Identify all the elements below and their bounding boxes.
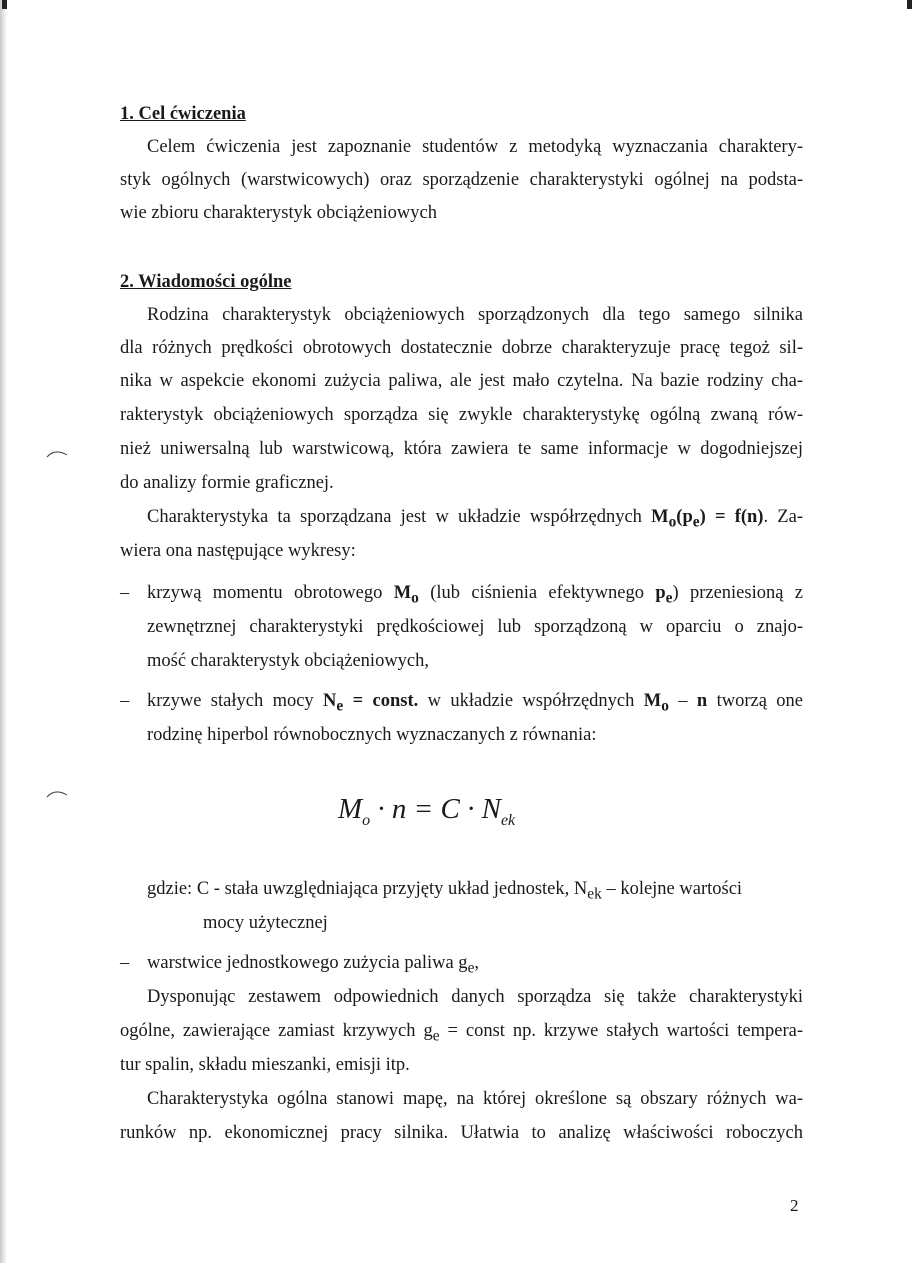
paragraph-line: tur spalin, składu mieszanki, emisji itp.: [120, 1055, 410, 1075]
list-bullet-dash: –: [120, 583, 130, 603]
equation-legend-line: gdzie: C - stała uwzględniająca przyjęty układ jednostek, $N_{ek}$ – kolejne wartości: [147, 879, 743, 903]
list-item-line: rodzinę hiperbol równobocznych wyznaczanych z równania:: [147, 725, 597, 745]
scan-corner-mark-left: [2, 0, 7, 9]
margin-mark-arc: [46, 788, 68, 798]
list-item-line: zewnętrznej charakterystyki prędkościowej lub sporządzoną w oparciu o znajo-: [147, 617, 803, 637]
paragraph-line: ogólne, zawierające zamiast krzywych $g_e$ = const np. krzywe stałych wartości tempera-: [120, 1021, 803, 1045]
scan-edge-shadow: [0, 0, 7, 1263]
scan-corner-mark-right: [907, 0, 912, 9]
paragraph-line: nika w aspekcie ekonomi zużycia paliwa, ale jest mało czytelna. Na bazie rodziny cha-: [120, 371, 803, 391]
section-heading: 1. Cel ćwiczenia: [120, 104, 246, 124]
list-item-line: krzywe stałych mocy $N_e$ = const. w układzie współrzędnych $M_o$ – n tworzą one: [147, 691, 803, 715]
page-number: 2: [790, 1196, 799, 1215]
list-item-line: warstwice jednostkowego zużycia paliwa $g_e$,: [147, 953, 480, 977]
paragraph-line: wie zbioru charakterystyk obciążeniowych: [120, 203, 437, 223]
paragraph-line: nież uniwersalną lub warstwicową, która zawiera te same informacje w dogodniejszej: [120, 439, 803, 459]
list-item-line: krzywą momentu obrotowego $M_o$ (lub ciśnienia efektywnego $p_e$) przeniesioną z: [147, 583, 803, 607]
equation: $M_o \cdot n = C \cdot N_{ek}$: [338, 793, 516, 829]
list-bullet-dash: –: [120, 691, 130, 711]
paragraph-line: Charakterystyka ta sporządzana jest w układzie współrzędnych $M_o(p_e) = f(n)$. Za-: [147, 507, 803, 531]
margin-mark-arc: [46, 448, 68, 458]
paragraph-line: styk ogólnych (warstwicowych) oraz sporządzenie charakterystyki ogólnej na podsta-: [120, 170, 803, 190]
paragraph-line: runków np. ekonomicznej pracy silnika. Ułatwia to analizę właściwości roboczych: [120, 1123, 803, 1143]
list-item-line: mość charakterystyk obciążeniowych,: [147, 651, 430, 671]
paragraph-line: do analizy formie graficznej.: [120, 473, 334, 493]
paragraph-line: Rodzina charakterystyk obciążeniowych sporządzonych dla tego samego silnika: [147, 305, 803, 325]
paragraph-line: Dysponując zestawem odpowiednich danych sporządza się także charakterystyki: [147, 987, 803, 1007]
paragraph-line: Charakterystyka ogólna stanowi mapę, na której określone są obszary różnych wa-: [147, 1089, 803, 1109]
paragraph-line: rakterystyk obciążeniowych sporządza się zwykle charakterystykę ogólną zwaną rów-: [120, 405, 803, 425]
section-heading: 2. Wiadomości ogólne: [120, 272, 292, 292]
equation-legend-line: mocy użytecznej: [203, 913, 328, 933]
paragraph-line: wiera ona następujące wykresy:: [120, 541, 356, 561]
list-bullet-dash: –: [120, 953, 130, 973]
paragraph-line: dla różnych prędkości obrotowych dostatecznie dobrze charakteryzuje pracę tegoż sil-: [120, 338, 803, 358]
paragraph-line: Celem ćwiczenia jest zapoznanie studentów z metodyką wyznaczania charaktery-: [147, 137, 803, 157]
